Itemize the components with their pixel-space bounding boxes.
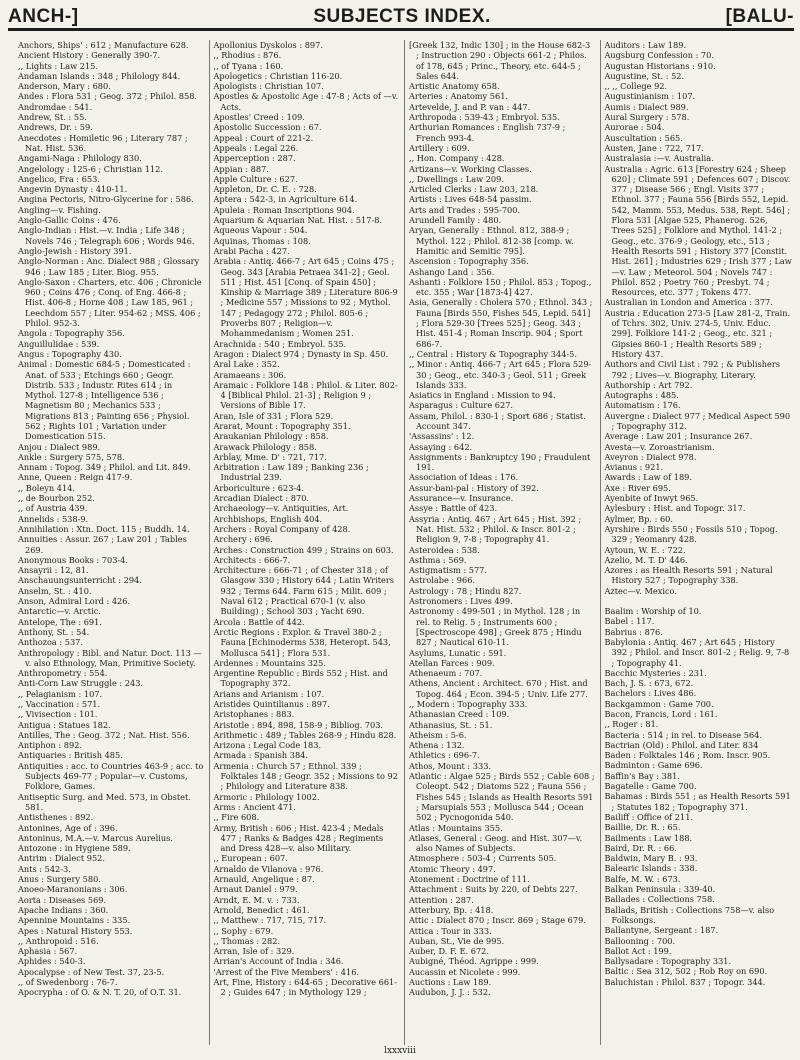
index-entry: Assam, Philol. : 830-1 ; Sport 686 ; Statist. Account 347. <box>409 410 586 431</box>
index-entry: Archaeology—v. Antiquities, Art. <box>213 503 349 514</box>
index-entry: Atterbury, Bp. : 418. <box>409 904 494 915</box>
index-entry: Augustinianism : 107. <box>604 91 696 102</box>
index-entry: Arizona : Legal Code 183. <box>213 740 322 751</box>
index-entry: Angola : Topography 356. <box>18 328 125 339</box>
index-entry: Arran, Isle of : 329. <box>213 946 295 957</box>
index-entry: Attic : Dialect 870 ; Inscr. 869 ; Stage 679. <box>409 915 586 926</box>
index-entry: Anglo-Norman : Anc. Dialect 988 ; Glossary 946 ; Law 185 ; Liter. Biog. 955. <box>18 256 200 277</box>
index-entry: Bailiff : Office of 211. <box>604 811 694 822</box>
index-entry: Aorta : Diseases 569. <box>18 894 107 905</box>
index-entry: ,, Boleyn 414. <box>18 482 75 493</box>
index-entry: Antiphon : 892. <box>18 740 83 751</box>
index-entry: Andrews, Dr. : 59. <box>18 122 93 133</box>
index-entry: Apostles & Apostolic Age : 47-8 ; Acts of —v. Acts. <box>213 91 399 112</box>
index-entry: [Greek 132, Indic 130] ; in the House 682-3 ; Instruction 290 : Objects 661-2 ; Philos. of 178, 645 ; Princ., Theory, etc. 644-5 ; Sales 644. <box>409 40 591 81</box>
index-entry: Baffin's Bay : 381. <box>604 770 680 781</box>
index-entry: Architecture : 666-71 ; of Chester 318 ; of Glasgow 330 ; History 644 ; Latin Writers 932 ; Terms 644. Farm 615 ; Milit. 609 ; Naval 612 ; Practical 670-1 (v. also Building) ; School 303 ; Yacht 690. <box>213 565 394 617</box>
index-entry: Anschauungsunterricht : 294. <box>18 575 142 586</box>
index-entry: Bacon, Francis, Lord : 161. <box>604 709 718 719</box>
index-entry: Anderson, Mary : 680. <box>18 81 111 92</box>
index-entry: Auscultation : 565. <box>604 132 683 143</box>
index-entry: Arblay, Mme. D' : 721, 717. <box>213 451 327 462</box>
index-entry: Angelico, Fra : 653. <box>18 173 100 184</box>
index-entry: Bagatelle : Game 700. <box>604 781 697 792</box>
index-entry: Anonymous Books : 703-4. <box>18 554 128 565</box>
index-entry: ,, Pelagianism : 107. <box>18 688 103 699</box>
index-entry: Asia, Generally : Cholera 570 ; Ethnol. 343 ; Fauna [Birds 550, Fishes 545, Lepid. 541] ; Flora 529-30 [Trees 525] ; Geog. 343 ; Hist. 451-4 ; Roman Inscrip. 904 ; Sport 686-7. <box>409 297 593 349</box>
index-entry: Athens, Ancient : Architect. 670 ; Hist. and Topog. 464 ; Econ. 394-5 ; Univ. Life 277. <box>409 678 588 699</box>
index-entry: Ballades : Collections 758. <box>604 894 715 905</box>
index-entry: Asthma : 569. <box>409 554 467 565</box>
index-entry: Armada : Spanish 384. <box>213 750 308 761</box>
index-entry: Aquinas, Thomas : 108. <box>213 235 311 246</box>
index-entry: Aveyron : Dialect 978. <box>604 451 697 462</box>
index-entry: Anus : Surgery 580. <box>18 874 101 885</box>
index-entry: Arnold, Benedict : 461. <box>213 904 310 915</box>
index-entry: Annam : Topog. 349 ; Philol. and Lit. 849. <box>18 462 191 473</box>
index-entry: Armenia : Church 57 ; Ethnol. 339 ; Folktales 148 ; Geogr. 352 ; Missions to 92 ; Philology and Literature 838. <box>213 760 398 792</box>
index-entry: Assurance—v. Insurance. <box>409 493 514 504</box>
index-entry: Anchors, Ships' : 612 ; Manufacture 628. <box>18 40 189 50</box>
index-entry: Athanasian Creed : 109. <box>409 709 510 720</box>
index-entry: Backgammon : Game 700. <box>604 698 714 709</box>
index-entry: Anne, Queen : Reign 417-9. <box>18 472 133 483</box>
index-entry: Avesta—v. Zoroastrianism. <box>604 441 715 452</box>
index-entry: Aral Lake : 352. <box>213 359 280 370</box>
index-entry: Bahamas : Birds 551 ; as Health Resorts 591 ; Statutes 182 ; Topography 371. <box>604 791 791 812</box>
index-entry: Andaman Islands : 348 ; Philology 844. <box>18 70 181 81</box>
index-entry: Artevelde, J. and P. van : 447. <box>409 101 531 112</box>
index-entry: Aylmer, Bp. : 60. <box>604 513 673 524</box>
index-entry: Arthurian Romances : English 737-9 ; French 993-4. <box>409 122 566 143</box>
index-entry: Angling—v. Fishing. <box>18 204 101 215</box>
index-entry: Antoninus, M.A.—v. Marcus Aurelius. <box>18 832 173 843</box>
index-entry: Babrius : 876. <box>604 626 663 637</box>
index-entry: Aphasia : 567. <box>18 946 78 957</box>
index-entry: Asteroidea : 538. <box>409 544 480 555</box>
index-entry: Auber, D. F. E. 672. <box>409 946 489 957</box>
index-entry: Architects : 666-7. <box>213 554 291 565</box>
index-entry: Arcola : Battle of 442. <box>213 616 305 627</box>
index-entry: Anguillulidae : 539. <box>18 338 100 349</box>
index-entry: Appleton, Dr. C. E. : 728. <box>213 184 317 195</box>
index-entry: Arthropoda : 539-43 ; Embryol. 535. <box>409 112 560 123</box>
index-entry: Ayenbite of Inwyt 965. <box>604 493 699 504</box>
index-entry: Articled Clerks : Law 203, 218. <box>409 184 539 195</box>
index-entry: Ballysadare : Topography 331. <box>604 956 732 967</box>
index-entry: Asylums, Lunatic : 591. <box>409 647 507 658</box>
index-entry: Anjou : Dialect 989. <box>18 441 101 452</box>
index-entry: Andromdae : 541. <box>18 101 93 112</box>
index-entry: Ashango Land : 356. <box>409 266 495 277</box>
index-entry: Anglo-Jewish : History 391. <box>18 245 132 256</box>
index-entry: Annelids : 538-9. <box>18 513 89 524</box>
index-entry: Balkan Peninsula : 339-40. <box>604 884 716 895</box>
index-entry: Arteries : Anatomy 561. <box>409 91 509 102</box>
index-entry: ,, ,, College 92. <box>604 81 668 92</box>
index-entry: Apollonius Dyskolos : 897. <box>213 40 323 50</box>
index-entry: Asparagus : Culture 627. <box>409 400 514 411</box>
index-entry: Athena : 132. <box>409 740 465 751</box>
index-entry: Austria : Education 273-5 [Law 281-2, Train. of Tchrs. 302, Univ. 274-5, Univ. Educ. 299]. Folklore 141-2 ; Geog., etc. 321 ; Gipsies 860-1 ; Health Resorts 589 ; History 437. <box>604 307 791 359</box>
index-entry: Apocalypse : of New Test. 37, 23-5. <box>18 966 165 977</box>
index-entry: Artillery : 609. <box>409 142 470 153</box>
index-column-2 <box>210 40 406 1045</box>
index-entry: Assignments : Bankruptcy 190 ; Fraudulent 191. <box>409 451 591 473</box>
index-entry: Athletics : 696-7. <box>409 750 480 761</box>
index-entry: Astrology : 78 ; Hindu 827. <box>409 585 522 596</box>
index-entry: Ballot Act : 199. <box>604 945 672 956</box>
index-entry: Angina Pectoris, Nitro-Glycerine for : 586. <box>18 194 194 205</box>
index-entry: Arboriculture : 623-4. <box>213 482 304 493</box>
index-entry: ,, of Austria 439. <box>18 503 88 514</box>
index-entry: ,, of Swedenborg : 76-7. <box>18 977 118 988</box>
index-entry: Anglo-Gallic Coins : 476. <box>18 215 121 226</box>
index-entry: Baillie, Dr. R. : 65. <box>604 822 681 833</box>
index-entry: Apuleia : Roman Inscriptions 904. <box>213 204 355 215</box>
index-entry: Australia : Agric. 613 [Forestry 624 ; Sheep 620] ; Climate 591 ; Defences 607 ; Discov. 377 ; Disease 566 ; Engl. Visits 377 ; Ethnol. 377 ; Fauna 556 [Birds 552, Lepid. 542, Mamm. 553, Medus. 538, Rept. 546] ; Flora 531 [Algae 525, Phanerog. 526, Trees 525] ; Folklore and Mythol. 141-2 ; Geog., etc. 376-9 ; Geology, etc., 513 ; Health Resorts 591 ; History 377 [Constit. Hist. 261] ; Industries 629 ; Irish 377 ; Law—v. Law ; Meteorol. 504 ; Novels 747 : Philol. 852 ; Poetry 760 ; Presbyt. 74 ; Resources, etc. 377 ; Tokens 477. <box>604 163 792 298</box>
index-entry: Anecdotes : Homiletic 96 ; Literary 787 ; Nat. Hist. 536. <box>18 132 188 153</box>
index-entry: Attachment : Suits by 220, of Debts 227. <box>409 884 578 895</box>
index-entry: Augsburg Confession : 70. <box>604 50 714 61</box>
index-entry: Antozone : in Hygiene 589. <box>18 843 131 854</box>
index-entry: Apocrypha : of O. & N. T. 20, of O.T. 31. <box>18 987 182 998</box>
index-entry: Anthropometry : 554. <box>18 668 108 679</box>
index-entry: Antonines, Age of : 396. <box>18 822 118 833</box>
index-entry: Artizans—v. Working Classes. <box>409 163 532 174</box>
index-entry: Auban, St., Vie de 995. <box>409 935 505 946</box>
index-entry: Authorship : Art 792. <box>604 379 693 390</box>
index-entry: Attica : Tour in 333. <box>409 925 492 936</box>
index-entry: Ballooning : 700. <box>604 935 676 946</box>
index-entry: Baden : Folktales 146 ; Rom. Inscr. 905. <box>604 750 771 761</box>
index-entry: Atellan Farces : 909. <box>409 657 495 668</box>
index-entry: Attention : 287. <box>409 894 474 905</box>
index-entry: Aryan, Generally : Ethnol. 812, 388-9 ; Mythol. 122 ; Philol. 812-38 [comp. w. Hamitic and Semitic 795]. <box>409 225 574 256</box>
index-entry: Antiseptic Surg. and Med. 573, in Obstet. 581. <box>18 791 191 812</box>
index-entry: Ashanti : Folklore 150 ; Philol. 853 ; Topog., etc. 355 ; War [1873-4] 427. <box>409 276 592 298</box>
index-entry: Arabi Pacha : 427. <box>213 245 290 256</box>
index-entry: ,, Vivisection : 101. <box>18 709 98 720</box>
index-entry: Aramaeans : 306. <box>213 369 287 380</box>
index-entry: Aran, Isle of 331 ; Flora 529. <box>213 410 334 421</box>
index-entry: Aristides Quintilianus : 897. <box>213 699 330 709</box>
index-entry: Antarctic—v. Arctic. <box>18 606 101 617</box>
index-entry: Appeals : Legal 226. <box>213 142 299 153</box>
header-center: SUBJECTS INDEX. <box>313 6 491 27</box>
index-column-4 <box>601 40 797 1045</box>
index-entry: Bacteria : 514 ; in rel. to Disease 564. <box>604 729 762 740</box>
index-entry: Angevin Dynasty : 410-11. <box>18 184 128 195</box>
index-entry: Apologetics : Christian 116-20. <box>213 70 343 81</box>
index-entry: Anthozoa : 537. <box>18 637 83 648</box>
index-entry: Aural Surgery : 578. <box>604 112 690 123</box>
index-entry: 'Assassins' : 12. <box>409 431 475 442</box>
index-column-1 <box>14 40 210 1045</box>
index-entry: Aumis : Dialect 989. <box>604 101 689 112</box>
index-entry: Ancient History : Generally 390-7. <box>18 50 161 61</box>
index-entry: Assaying : 642. <box>409 441 473 452</box>
index-entry: Annuities : Assur. 267 ; Law 201 ; Tables 269. <box>18 534 187 555</box>
index-entry: Antelope, The : 691. <box>18 616 102 627</box>
index-entry: Bactrian (Old) : Philol. and Liter. 834 <box>604 739 759 750</box>
index-entry: Arbitration : Law 189 ; Banking 236 ; Industrial 239. <box>213 462 369 483</box>
index-entry: Aphides : 540-3. <box>18 956 86 967</box>
index-entry: Ankle : Surgery 575, 578. <box>18 451 125 462</box>
index-entry: Army, British : 606 ; Hist. 423-4 ; Medals 477 ; Ranks & Badges 428 ; Regiments and Dress 428—v. also Military. <box>213 822 384 854</box>
index-entry: Angami-Naga : Philology 830. <box>18 153 142 164</box>
index-entry: Angus : Topography 430. <box>18 348 122 359</box>
index-entry: Anselm, St. : 410. <box>18 585 92 596</box>
index-entry: Arctic Regions : Explor. & Travel 380-2 ; Fauna [Echinoderms 538, Heteropt. 543, Mollusca 541] ; Flora 531. <box>213 626 391 658</box>
index-entry: Aubigné, Théod. Agrippe : 999. <box>409 956 539 967</box>
index-entry: Avianus : 921. <box>604 462 664 473</box>
index-entry: Ararat, Mount : Topography 351. <box>213 420 351 431</box>
index-entry: ,, Vaccination : 571. <box>18 699 101 709</box>
index-entry: Astigmatism : 577. <box>409 565 487 576</box>
index-entry: Assye : Battle of 423. <box>409 503 498 514</box>
index-entry: ,, Lights : Law 215. <box>18 60 98 71</box>
index-entry: Atlases, General : Geog. and Hist. 307—v. also Names of Subjects. <box>409 832 583 854</box>
index-entry: Anthropology : Bibl. and Natur. Doct. 113 —v. also Ethnology, Man, Primitive Society. <box>18 647 202 668</box>
index-entry: Azelio, M. T. D' 446. <box>604 554 688 565</box>
index-entry: Astronomers : Lives 499. <box>409 596 513 607</box>
index-entry: Badminton : Game 696. <box>604 760 703 771</box>
index-entry: Arrian's Account of India : 346. <box>213 956 344 967</box>
index-entry: Angelology : 125-6 ; Christian 112. <box>18 163 163 174</box>
index-entry: Awards : Law of 189. <box>604 472 692 483</box>
index-entry: Baltic : Sea 312, 502 ; Rob Roy on 690. <box>604 966 768 977</box>
index-entry: Artistic Anatomy 658. <box>409 81 500 92</box>
index-entry: Babel : 117. <box>604 616 655 627</box>
index-entry: Apostles' Creed : 109. <box>213 112 305 123</box>
index-entry: Araukanian Philology : 858. <box>213 431 329 442</box>
index-entry: Appian : 887. <box>213 163 269 174</box>
index-entry: Antiquaries : British 485. <box>18 750 123 761</box>
index-entry: Aristotle : 894, 898, 158-9 ; Bibliog. 703. <box>213 719 384 730</box>
index-entry: Anglo-Indian : Hist.—v. India ; Life 348 ; Novels 746 ; Telegraph 606 ; Words 946. <box>18 225 195 246</box>
index-entry: Animal : Domestic 684-5 ; Domesticated : Anat. of 533 ; Etchings 660 ; Geogr. Distrib. 533 ; Industr. Rites 614 ; in Mythol. 127-8 ; Intelligence 536 ; Magnetism 80 ; Mechanics 533 ; Migrations 813 ; Painting 656 ; Physiol. 562 ; Rights 101 ; Variation under Domestication 515. <box>18 359 191 442</box>
index-column-3 <box>405 40 601 1045</box>
index-entry: Annihilation : Xtn. Doct. 115 ; Buddh. 14. <box>18 523 190 534</box>
index-entry: Atlantic : Algae 525 ; Birds 552 ; Cable 608 ; Coleopt. 542 ; Diatoms 522 ; Fauna 556 ; Fishes 545 ; Islands as Health Resorts 591 ; Marsupials 553 ; Mollusca 544 ; Ocean 502 ; Pycnogonida 540. <box>409 771 595 823</box>
index-entry: Bacchic Mysteries : 231. <box>604 667 707 678</box>
index-entry: Ballads, British : Collections 758—v. also Folksongs. <box>604 904 775 925</box>
index-entry: Aristophanes : 883. <box>213 709 295 720</box>
index-entry: Arithmetic : 489 ; Tables 268-9 ; Hindu 828. <box>213 729 397 740</box>
index-entry: Aquarium & Aquarian Nat. Hist. : 517-8. <box>213 215 383 226</box>
index-entry: Balfe, M. W. : 673. <box>604 873 681 884</box>
index-entry: Anti-Corn Law Struggle : 243. <box>18 678 143 689</box>
index-entry: Aptera : 542-3, in Agriculture 614. <box>213 194 358 205</box>
index-entry: Babylonia : Antiq. 467 ; Art 645 ; History 392 ; Philol. and Inscr. 801-2 ; Relig. 9, 7-8 ; Topography 41. <box>604 636 790 668</box>
index-entry: Asiatics in England : Mission to 94. <box>409 390 556 401</box>
index-entry: Anglo-Saxon : Charters, etc. 406 ; Chronicle 960 ; Coins 476 ; Conq. of Eng. 466-8 ; Hist. 406-8 ; Horne 408 ; Law 185, 961 ; Leechdom 557 ; Liter. 954-62 ; MSS. 406 ; Philol. 952-3. <box>18 276 202 329</box>
index-entry: Aurorae : 504. <box>604 122 665 133</box>
index-entry: Ants : 542-3. <box>18 863 71 874</box>
index-entry: Ardennes : Mountains 325. <box>213 657 326 668</box>
index-entry: ,, Central : History & Topography 344-5. <box>409 348 577 359</box>
index-entry: Augustan Historians : 910. <box>604 60 716 71</box>
index-entry: Athos, Mount : 333. <box>409 760 492 771</box>
index-entry: ,, Roger : 81. <box>604 719 659 730</box>
index-entry: Arts and Trades : 595-700. <box>409 204 521 215</box>
index-entry: Association of Ideas : 176. <box>409 472 519 483</box>
index-entry: Bailments : Law 188. <box>604 832 693 843</box>
index-entry: Antrim : Dialect 952. <box>18 853 105 864</box>
index-entry: Antigua : Statues 182. <box>18 719 111 730</box>
index-columns <box>14 40 796 1045</box>
index-entry: Ayrshire : Birds 550 ; Fossils 510 ; Topog. 329 ; Yeomanry 428. <box>604 523 778 545</box>
index-entry: Aqueous Vapour : 504. <box>213 225 308 236</box>
index-entry: Athanasius, St. : 51. <box>409 719 493 730</box>
header-right: [BALU- <box>725 6 794 27</box>
index-entry: ,, of Tyana : 160. <box>213 60 284 71</box>
index-entry: Appeal : Court of 221-2. <box>213 132 314 143</box>
index-entry: Auctions : Law 189. <box>409 977 492 988</box>
index-entry: Armoric : Philology 1002. <box>213 791 320 802</box>
index-entry: Assyria : Antiq. 467 ; Art 645 ; Hist. 392 ; Nat. Hist. 532 ; Philol. & Inscr. 801-2 ; Religion 9, 7-8 ; Topography 41. <box>409 513 582 545</box>
running-header <box>8 2 794 28</box>
index-entry: ,, Sophy : 679. <box>213 925 274 936</box>
index-entry: Artists : Lives 648-54 passim. <box>409 194 532 205</box>
index-entry: Average : Law 201 ; Insurance 267. <box>604 431 753 442</box>
index-entry: ,, Rhodius : 876. <box>213 50 282 61</box>
index-entry: Axe : River 695. <box>604 482 671 493</box>
index-entry: Atomic Theory : 497. <box>409 863 496 874</box>
index-entry: ,, Anthropoid : 516. <box>18 935 99 946</box>
index-entry: Ascension : Topography 356. <box>409 256 529 267</box>
index-entry: Argentine Republic : Birds 552 ; Hist. and Topography 372. <box>213 668 388 689</box>
index-entry: Automatism : 176. <box>604 400 681 411</box>
index-entry: ,, Thomas : 282. <box>213 935 281 946</box>
index-entry: Aucassin et Nicolete : 999. <box>409 966 521 977</box>
index-entry: Atheism : 5-6. <box>409 729 467 740</box>
index-entry: Andes : Flora 531 ; Geog. 372 ; Philol. 858. <box>18 91 198 102</box>
index-entry: Australian in London and America : 377. <box>604 297 773 308</box>
index-entry: Apes : Natural History 553. <box>18 925 133 936</box>
index-entry: Balearic Islands : 338. <box>604 863 698 874</box>
index-entry: Auvergne : Dialect 977 ; Medical Aspect 590 ; Topography 312. <box>604 410 791 431</box>
index-entry: Baluchistan : Philol. 837 ; Topogr. 344. <box>604 976 766 987</box>
index-entry: ,, Dwellings : Law 209. <box>409 173 504 184</box>
index-entry: Apennine Mountains : 335. <box>18 915 131 926</box>
index-entry: Arnaldo de Vilanova : 976. <box>213 863 324 874</box>
index-entry: Antilles, The : Geog. 372 ; Nat. Hist. 556. <box>18 729 190 740</box>
index-entry: Aramaic : Folklore 148 : Philol. & Liter. 802-4 [Biblical Philol. 21-3] ; Religion 9 ; Versions of Bible 17. <box>213 379 398 411</box>
index-entry: Atmosphere : 503-4 ; Currents 505. <box>409 853 557 864</box>
index-entry: Baldwin, Mary B. : 93. <box>604 853 698 864</box>
index-entry: Arndt, E. M. v. : 733. <box>213 894 300 905</box>
index-entry: Ballantyne, Sergeant : 187. <box>604 925 719 936</box>
index-entry: Archery : 696. <box>213 534 273 545</box>
index-entry: Bach, J. S. : 673, 672. <box>604 678 694 689</box>
index-entry: Arnauld, Angelique : 87. <box>213 874 315 885</box>
index-entry: Baalim : Worship of 10. <box>604 606 702 617</box>
index-entry: ,, Fire 608. <box>213 812 260 823</box>
index-entry: Azores : as Health Resorts 591 ; Natural History 527 ; Topography 338. <box>604 565 773 586</box>
index-entry: Arms : Ancient 471. <box>213 801 296 812</box>
index-entry: Anson, Admiral Lord : 426. <box>18 596 131 607</box>
index-entry: Auditors : Law 189. <box>604 40 687 50</box>
index-entry: Apologists : Christian 107. <box>213 81 324 92</box>
index-entry: Atlas : Mountains 355. <box>409 822 503 833</box>
index-entry: Apple Culture : 627. <box>213 173 298 184</box>
index-entry: Apache Indians : 360. <box>18 904 109 915</box>
index-entry: Archers : Royal Company of 428. <box>213 523 351 534</box>
index-entry: Austen, Jane : 722, 717. <box>604 142 704 153</box>
index-entry: Baird, Dr. R. : 66. <box>604 842 677 853</box>
index-entry: Atonement : Doctrine of 111. <box>409 874 530 885</box>
header-rule <box>8 28 794 31</box>
index-entry: ,, Matthew : 717, 715, 717. <box>213 915 327 926</box>
index-entry: Australasia :—v. Australia. <box>604 153 714 164</box>
index-entry: Astronomy : 499-501 ; in Mythol. 128 ; in rel. to Relig. 5 ; Instruments 600 ; [Spectroscope 498] ; Greek 875 ; Hindu 827 ; Nautical 610-11. <box>409 606 582 648</box>
index-entry: Audubon, J. J. : 532. <box>409 987 491 998</box>
index-entry: Arachnida : 540 ; Embryol. 535. <box>213 338 347 349</box>
page-number: lxxxviii <box>384 1046 416 1056</box>
index-entry: Arches : Construction 499 ; Strains on 603. <box>213 544 394 555</box>
index-entry: Arawack Philology : 858. <box>213 441 317 452</box>
index-entry <box>605 596 793 606</box>
index-entry: Autographs : 485. <box>604 390 679 401</box>
index-entry: Authors and Civil List : 792 ; & Publishers 792 ; Lives—v. Biography, Literary. <box>604 359 780 380</box>
index-entry: Augustine, St. : 52. <box>604 70 685 81</box>
index-entry: 'Arrest of the Five Members' : 416. <box>213 966 360 977</box>
index-entry: Assur-bani-pal : History of 392. <box>409 482 539 493</box>
index-entry: Anoeo-Maranonians : 306. <box>18 884 128 895</box>
index-entry: Arnaut Daniel : 979. <box>213 884 298 895</box>
index-entry: Arcadian Dialect : 870. <box>213 493 310 504</box>
index-entry: Art, Fine, History : 644-65 ; Decorative 661-2 ; Guides 647 ; in Mythology 129 ; <box>213 977 397 998</box>
index-entry: ,, Modern : Topography 333. <box>409 699 528 709</box>
index-entry: Apostolic Succession : 67. <box>213 122 322 133</box>
index-entry: ,, Hon. Company : 428. <box>409 153 505 164</box>
index-entry: Anthony, St. : 54. <box>18 626 90 637</box>
index-entry: Aytoun, W. E. : 722. <box>604 544 686 555</box>
index-entry: ,, European : 607. <box>213 853 288 864</box>
header-left: ANCH-] <box>8 6 79 27</box>
index-entry: ,, de Bourbon 252. <box>18 493 95 504</box>
index-entry: Antiquities : acc. to Countries 463-9 ; acc. to Subjects 469-77 ; Popular—v. Customs, Folklore, Games. <box>18 760 204 792</box>
index-entry: Archbishops, English 404. <box>213 513 323 524</box>
index-entry: Aragon : Dialect 974 ; Dynasty in Sp. 450. <box>213 348 389 359</box>
index-entry: Arundell Family : 480. <box>409 215 502 226</box>
index-entry: Athenaeum : 707. <box>409 668 483 679</box>
index-entry: Arabia : Antiq. 466-7 ; Art 645 ; Coins 475 ; Geog. 343 [Arabia Petraea 341-2] ; Geol. 511 ; Hist. 451 [Conq. of Spain 450] ; Kinship & Marriage 389 ; Literature 806-9 ; Medicine 557 ; Missions to 92 ; Mythol. 147 ; Pedagogy 272 ; Philol. 805-6 ; Proverbs 807 ; Religion—v. Mohammedanism ; Women 251. <box>213 256 398 339</box>
index-entry: Arians and Arianism : 107. <box>213 688 325 699</box>
index-entry: Ansayrii : 12, 81. <box>18 565 89 576</box>
index-entry: Bachelors : Lives 486. <box>604 688 697 699</box>
index-entry: Aztec—v. Mexico. <box>604 585 677 596</box>
index-entry: Antisthenes : 892. <box>18 812 94 823</box>
index-entry: ,, Minor : Antiq. 466-7 ; Art 645 ; Flora 529-30 ; Geog., etc. 340-3 ; Geol. 511 ; Greek Islands 333. <box>409 359 592 390</box>
index-entry: Aylesbury : Hist. and Topogr. 317. <box>604 503 746 514</box>
index-entry: Astrolabe : 966. <box>409 575 476 586</box>
index-entry: Andrew, St. : 55. <box>18 112 87 123</box>
index-entry: Apperception : 287. <box>213 153 296 164</box>
